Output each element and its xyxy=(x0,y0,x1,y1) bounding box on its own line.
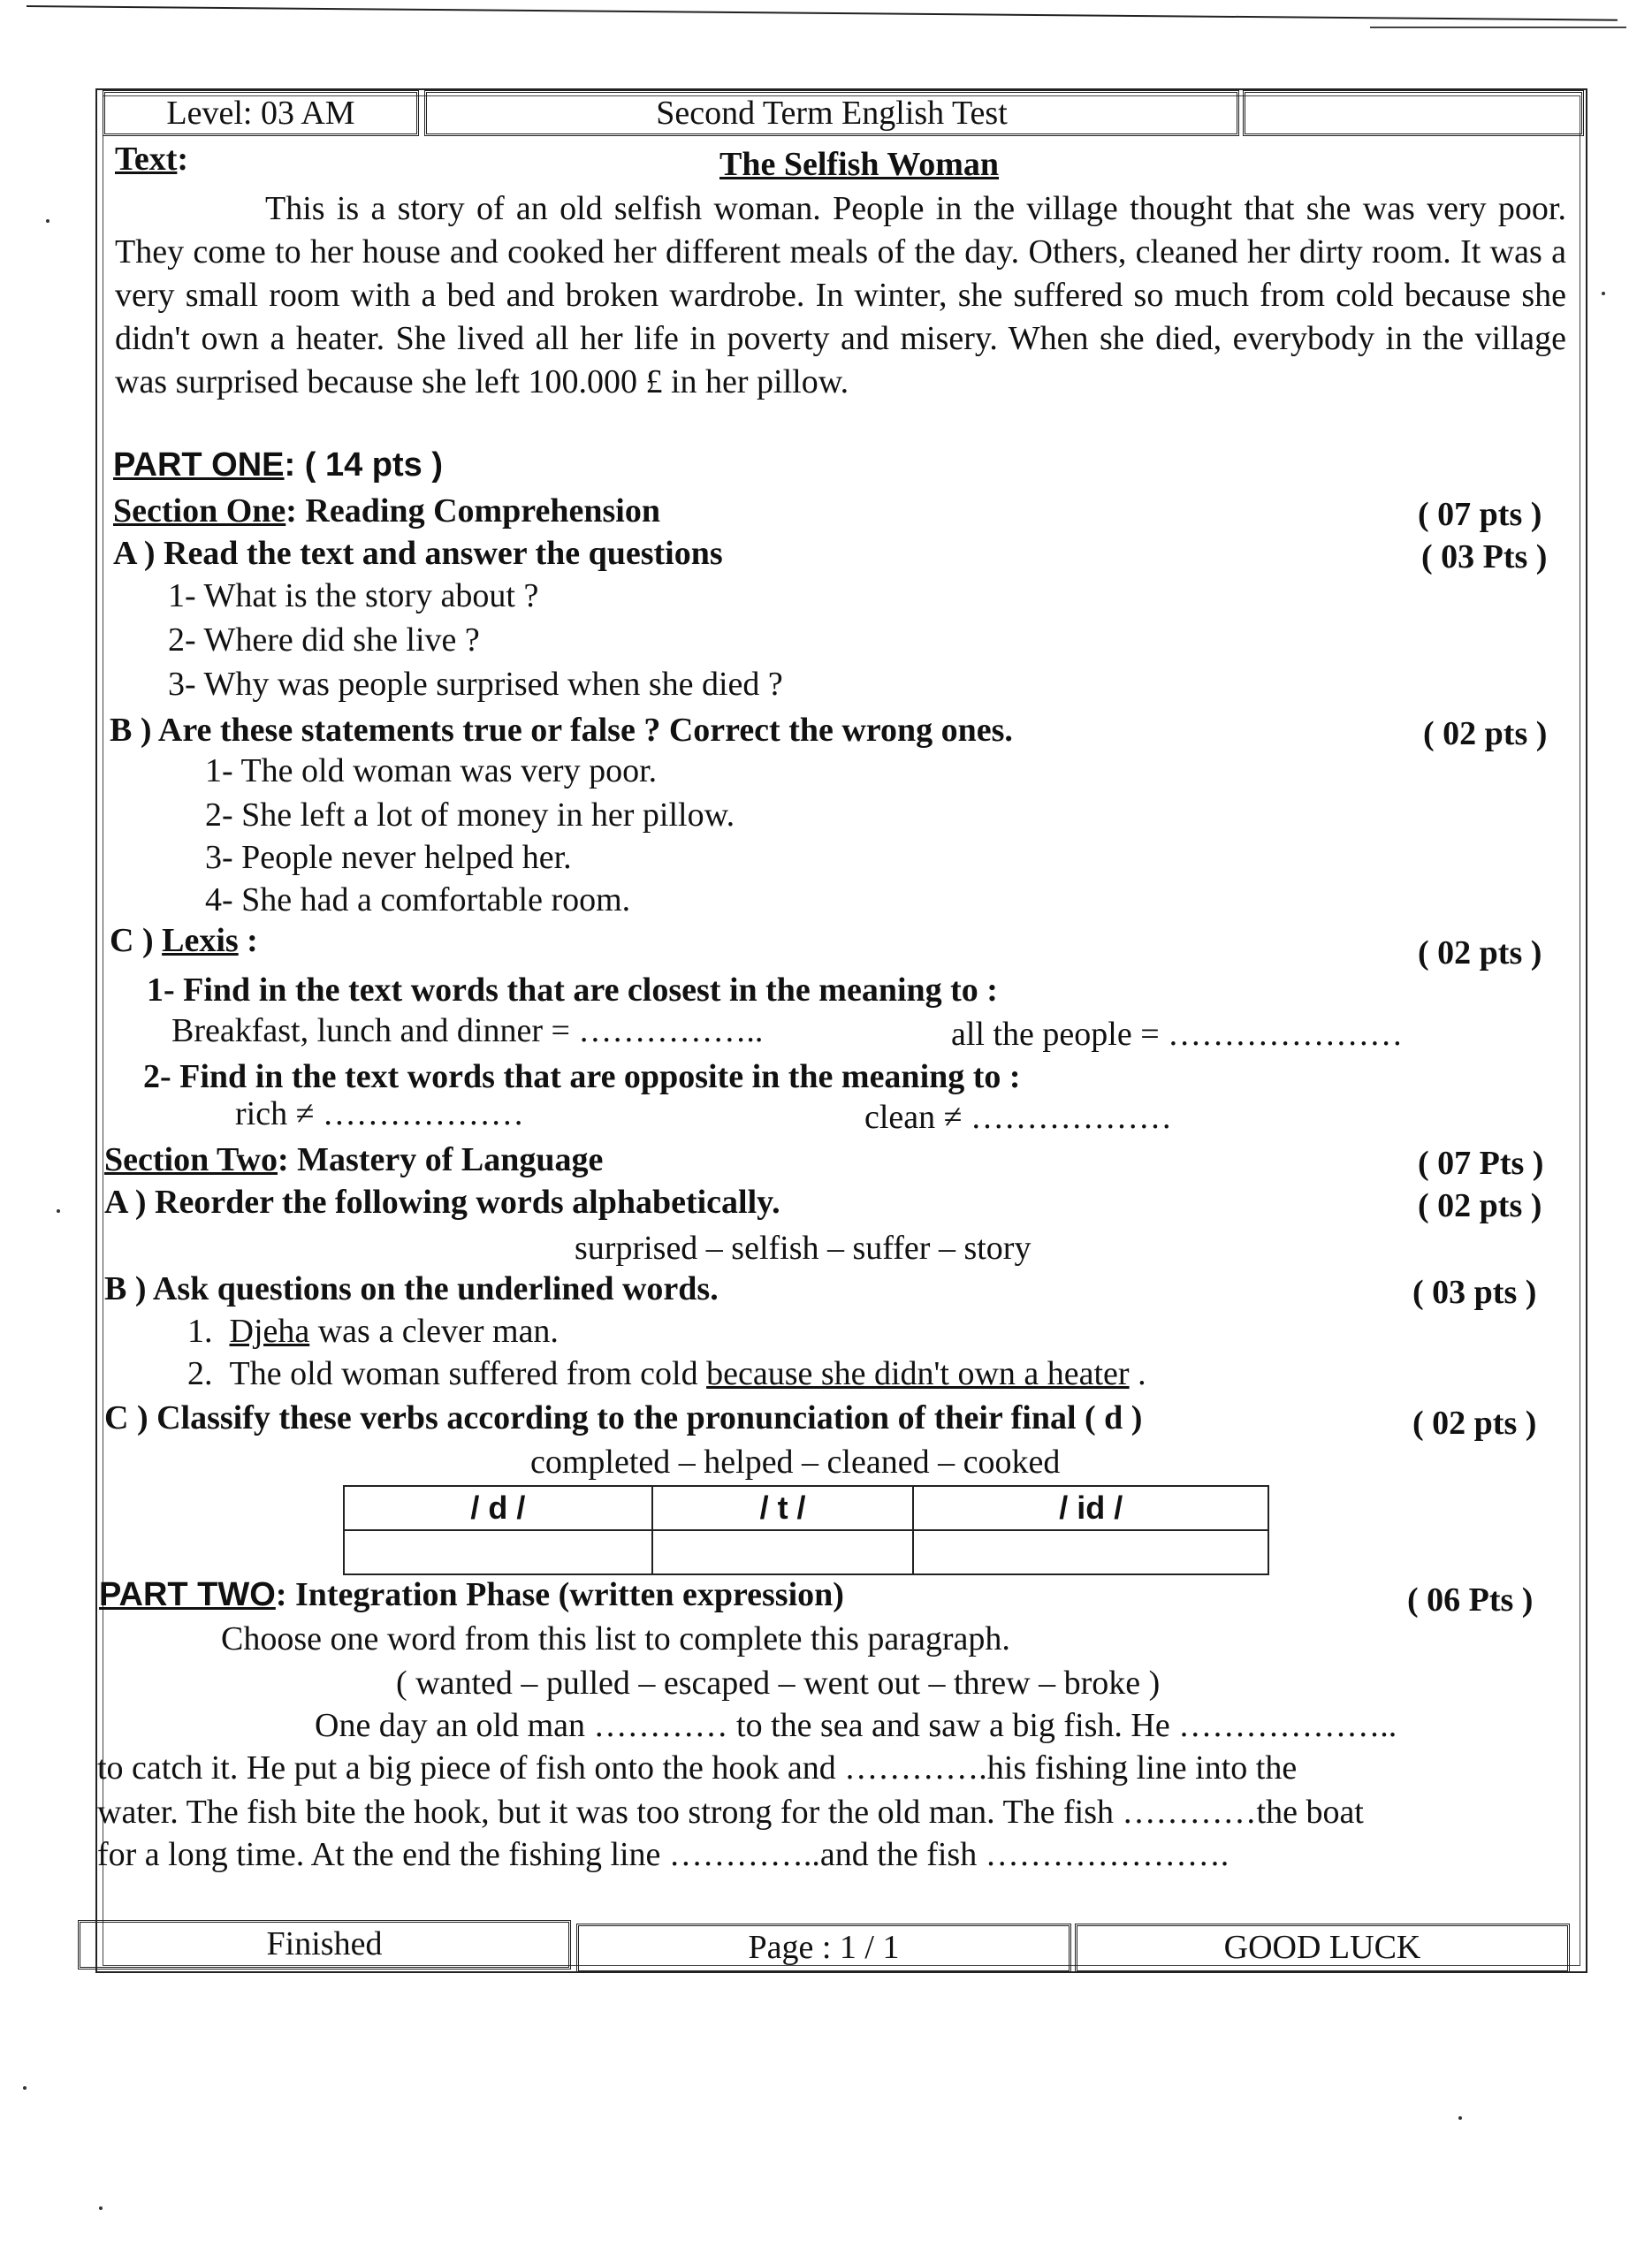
section-two-points: ( 07 Pts ) xyxy=(1418,1145,1544,1182)
reading-a-heading: A ) Read the text and answer the questions xyxy=(113,535,723,572)
question-2: 2- Where did she live ? xyxy=(168,621,480,659)
part-two-heading: PART TWO: Integration Phase (written expression) xyxy=(99,1576,844,1613)
top-scan-line-short xyxy=(1370,27,1626,28)
scan-speck xyxy=(46,219,49,223)
lexis-q1-left: Breakfast, lunch and dinner = …………….. xyxy=(171,1012,764,1049)
scan-speck xyxy=(99,2206,103,2210)
underlined-sentence-1: 1. Djeha was a clever man. xyxy=(187,1313,559,1350)
paragraph-line-2: to catch it. He put a big piece of fish onto the hook and ………….his fishing line into the xyxy=(97,1749,1298,1787)
lexis-q1-right: all the people = ………………… xyxy=(951,1016,1404,1053)
question-3: 3- Why was people surprised when she died ? xyxy=(168,666,783,703)
footer-page-box xyxy=(576,1924,1071,1973)
part-two-points: ( 06 Pts ) xyxy=(1407,1581,1534,1619)
reading-a-points: ( 03 Pts ) xyxy=(1421,538,1548,575)
statement-2: 2- She left a lot of money in her pillow. xyxy=(205,796,735,834)
statement-1: 1- The old woman was very poor. xyxy=(205,752,658,789)
section-two-heading: Section Two: Mastery of Language xyxy=(104,1141,604,1178)
scan-speck xyxy=(23,2086,27,2090)
paragraph-line-1: One day an old man ………… to the sea and saw a big fish. He ……………….. xyxy=(315,1707,1397,1744)
classify-points: ( 02 pts ) xyxy=(1412,1405,1537,1442)
column-d: / d / xyxy=(344,1486,652,1530)
footer-good-luck: GOOD LUCK xyxy=(1223,1929,1421,1966)
ask-questions-heading: B ) Ask questions on the underlined words. xyxy=(104,1270,719,1307)
level-label: Level: 03 AM xyxy=(166,95,355,132)
statement-3: 3- People never helped her. xyxy=(205,839,572,876)
footer-page: Page : 1 / 1 xyxy=(748,1929,900,1966)
answer-cell-id[interactable] xyxy=(913,1530,1268,1574)
paragraph-line-4: for a long time. At the end the fishing line …………..and the fish …………………. xyxy=(97,1836,1229,1873)
text-title: The Selfish Woman xyxy=(719,146,1000,183)
answer-cell-t[interactable] xyxy=(652,1530,914,1574)
part-one-heading: PART ONE: ( 14 pts ) xyxy=(113,446,443,484)
footer-good-luck-box xyxy=(1075,1924,1570,1973)
classify-verbs: completed – helped – cleaned – cooked xyxy=(530,1444,1061,1481)
true-false-points: ( 02 pts ) xyxy=(1423,715,1548,752)
lexis-q2-right: clean ≠ ……………… xyxy=(864,1099,1173,1136)
scan-speck xyxy=(57,1209,60,1213)
test-title: Second Term English Test xyxy=(656,95,1008,132)
scan-speck xyxy=(1602,292,1605,295)
underlined-sentence-2: 2. The old woman suffered from cold because she didn't own a heater . xyxy=(187,1355,1146,1392)
footer-finished-box xyxy=(78,1920,571,1970)
lexis-q2-left: rich ≠ ……………… xyxy=(235,1095,524,1132)
pronunciation-header-row xyxy=(344,1486,1268,1530)
true-false-heading: B ) Are these statements true or false ? Correct the wrong ones. xyxy=(110,712,1013,749)
part-two-word-list: ( wanted – pulled – escaped – went out – threw – broke ) xyxy=(396,1665,1161,1702)
text-label: Text: xyxy=(115,141,189,178)
test-title-box xyxy=(424,90,1239,136)
column-id: / id / xyxy=(913,1486,1268,1530)
lexis-points: ( 02 pts ) xyxy=(1418,934,1542,971)
column-t: / t / xyxy=(652,1486,914,1530)
question-1: 1- What is the story about ? xyxy=(168,577,539,614)
level-box xyxy=(103,90,419,136)
pronunciation-table xyxy=(343,1485,1269,1575)
story-paragraph: This is a story of an old selfish woman. People in the village thought that she was very poor. They come to her house and cooked her different meals of the day. Others, cleaned her dirty room. It was a very small room with a bed and broken wardrobe. In winter, she suffered so much from cold because she didn't own a heater. She lived all her life in poverty and misery. When she died, everybody in the village was surprised because she left 100.000 £ in her pillow. xyxy=(115,190,1566,400)
ask-questions-points: ( 03 pts ) xyxy=(1412,1274,1537,1311)
footer-finished: Finished xyxy=(266,1925,383,1962)
lexis-heading: C ) Lexis : xyxy=(110,922,258,959)
lexis-q1: 1- Find in the text words that are closest in the meaning to : xyxy=(147,971,998,1009)
lexis-q2: 2- Find in the text words that are opposite in the meaning to : xyxy=(143,1058,1021,1095)
section-one-points: ( 07 pts ) xyxy=(1418,496,1542,533)
paragraph-line-3: water. The fish bite the hook, but it was too strong for the old man. The fish …………the boat xyxy=(97,1794,1364,1831)
answer-cell-d[interactable] xyxy=(344,1530,652,1574)
reorder-heading: A ) Reorder the following words alphabetically. xyxy=(104,1184,780,1221)
pronunciation-answer-row xyxy=(344,1530,1268,1574)
reorder-words: surprised – selfish – suffer – story xyxy=(575,1230,1032,1267)
reorder-points: ( 02 pts ) xyxy=(1418,1187,1542,1224)
scan-speck xyxy=(1458,2116,1462,2120)
section-one-heading: Section One: Reading Comprehension xyxy=(113,492,660,530)
part-two-instruction: Choose one word from this list to complete this paragraph. xyxy=(221,1620,1010,1657)
classify-heading: C ) Classify these verbs according to the pronunciation of their final ( d ) xyxy=(104,1399,1143,1436)
top-scan-line xyxy=(27,5,1618,21)
blank-header-box xyxy=(1243,90,1584,136)
statement-4: 4- She had a comfortable room. xyxy=(205,881,631,918)
